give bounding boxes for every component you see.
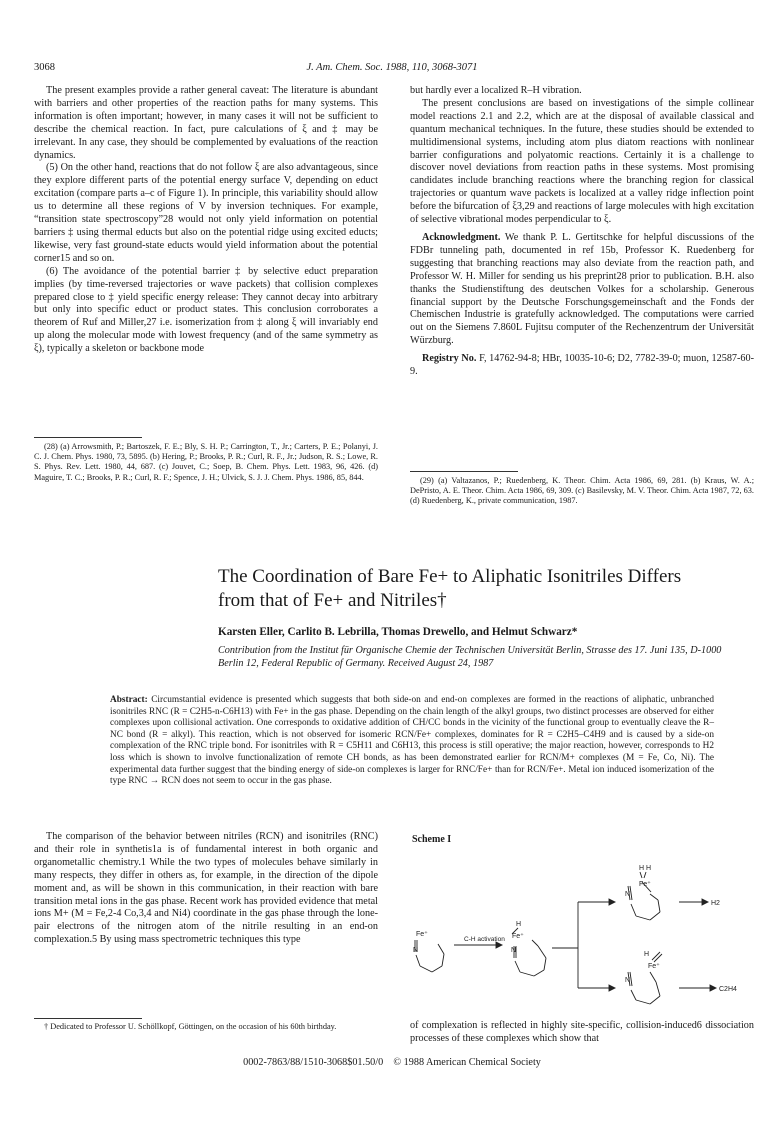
authors: Karsten Eller, Carlito B. Lebrilla, Thomas Drewello, and Helmut Schwarz*: [218, 626, 578, 638]
scheme-diagram: [404, 848, 754, 1008]
paragraph: (5) On the other hand, reactions that do not follow ξ are also advantageous, since they explore different parts of the potential energy surface V, depending on educt excitation (compare parts a–c of Figure 1). In principle, this variability should allow us to determine all these regions of V by inversion techniques. For example, “transition state spectroscopy”28 would not only yield information on potential barriers ‡ using thermal educts but also on the potential ridge using excited educts; likewise, very fast ground-state educts would yield information about the potential corner15 and so on.: [34, 162, 378, 264]
paragraph: but hardly ever a localized R–H vibration.: [410, 85, 582, 96]
article-title: [218, 565, 758, 613]
previous-article-right-column: [410, 85, 754, 379]
acknowledgment: [410, 232, 754, 348]
footnote-rule: [34, 437, 142, 438]
article-title-line-1: The Coordination of Bare Fe+ to Aliphatic Isonitriles Differs: [218, 566, 682, 587]
fe-ion-label: Fe⁺: [416, 931, 428, 938]
paragraph: (6) The avoidance of the potential barrier ‡ by selective educt preparation implies (by time-reversed trajectories or wave packets) that collision complexes prepared close to ‡ yield specific energy release: They cannot decay into arbitrary but only into specific educt or product states. This conclusion corroborates a theorem of Ruf and Miller,27 i.e. isomerization from ‡ along ξ will invariably end up along the molecular mode with lowest frequency (and of the same symmetry as ξ), typically a skeleton or backbone mode: [34, 265, 378, 355]
fe-ion-label: Fe⁺: [512, 933, 524, 940]
paragraph: The present examples provide a rather general caveat: The literature is abundant with barriers and other properties of the reaction paths for many systems. This information is often important; however, in many cases it will not be sufficient to describe the chemical reaction. In fact, pure calculations of ξ and ‡ may be irrelevant. In any case, they should be complemented by evaluations of the reaction dynamics.: [34, 85, 378, 161]
atom-label-h: H: [516, 921, 522, 928]
registry-text: F, 14762-94-8; HBr, 10035-10-6; D2, 7782-39-0; muon, 12587-60-9.: [410, 353, 755, 378]
journal-header: J. Am. Chem. Soc. 1988, 110, 3068-3071: [306, 62, 478, 73]
registry-numbers: [410, 353, 754, 379]
footnote-28: (28) (a) Arrowsmith, P.; Bartoszek, F. E.; Bly, S. H. P.; Carrington, T., Jr.; Carters, P. E.; Polanyi, J. C. J. Chem. Phys. 1980, 73, 5895. (b) Hering, P.; Brooks, P. R.; Curl, R. F., Jr.; Judson, R. S.; Lowe, R. S. Phys. Rev. Lett. 1980, 44, 687. (c) Jouvet, C.; Soep, B. Chem. Phys. Lett. 1983, 96, 426. (d) Maguire, T. C.; Brooks, P. R.; Curl, R. F.; Spence, J. H.; Ulvick, S. J. J. Chem. Phys. 1986, 85, 844.: [34, 442, 378, 482]
fe-ion-label: Fe⁺: [639, 881, 651, 888]
fe-ion-label: Fe⁺: [648, 963, 660, 970]
scheme-label: Scheme I: [412, 834, 452, 845]
atom-label-n: N: [511, 947, 517, 954]
article-code: 0002-7863/88/1510-3068$01.50/0: [243, 1057, 384, 1068]
article-body-left: The comparison of the behavior between nitriles (RCN) and isonitriles (RNC) and their role in synthetis1a is of fundamental interest in both organic and organometallic chemistry.1 While the two types of molecules behave similarly in many respects, they differ in others as, for example, in the direction of the dipole moment and, as will be shown in this communication, in their reaction with bare transition metal ions in the gas phase. Recent work has provided evidence that metal ions M+ (M = Fe,2-4 Co,3,4 and Ni4) coordinate in the gas phase through the lone-pair electrons of the nitrogen atom of the nitrile resulting in an end-on complexation.5 By using mass spectrometric techniques this type: [34, 831, 379, 946]
footnote-rule: [410, 471, 518, 472]
dedication-footnote: † Dedicated to Professor U. Schöllkopf, Göttingen, on the occasion of his 60th birthday.: [44, 1022, 337, 1031]
article-body-right: of complexation is reflected in highly site-specific, collision-induced6 dissociation processes of these complexes which show that: [410, 1020, 754, 1044]
abstract-label: Abstract:: [110, 695, 148, 705]
previous-article-left-column: [34, 85, 378, 356]
page-number: 3068: [34, 62, 55, 73]
affiliation: Contribution from the Institut für Organische Chemie der Technischen Universität Berlin, Strasse des 17. Juni 135, D-1000 Berlin 12, Federal Republic of Germany. Received August 24, 1987: [218, 645, 722, 669]
product-c2h4: C2H4: [719, 986, 737, 993]
atom-label-n: N: [625, 891, 631, 898]
paragraph: The present conclusions are based on investigations of the simple collinear model reactions 2.1 and 2.2, which are at the disposal of available classical and quantum mechanical techniques. In the future, these studies should be extended to multidimensional systems, including atom plus diatom reactions with nonlinear barrier configurations and polyatomic reactions. Certainly it is a challenge to discover novel deviations from reaction paths in these systems. Most promising candidates include branching reactions where the branching region for classical trajectories or quantum wave packets is localized at a valley ridge inflection point before the bifurcation of ξ3,29 and reactions of large molecules with high excitation of selective vibrational modes perpendicular to ξ.: [410, 97, 754, 226]
footnote-29: (29) (a) Valtazanos, P.; Ruedenberg, K. Theor. Chim. Acta 1986, 69, 281. (b) Kraus, W. A.; DePristo, A. E. Theor. Chim. Acta 1986, 69, 309. (c) Basilevsky, M. V. Theor. Chim. Acta 1987, 72, 63. (d) Ruedenberg, K., private communication, 1987.: [410, 476, 754, 506]
atom-label-n: N: [625, 977, 631, 984]
atom-label-n: N: [413, 947, 419, 954]
abstract: [110, 695, 714, 788]
footnote-rule: [34, 1018, 142, 1019]
atom-label-h: H H: [639, 865, 652, 872]
atom-label-h: H: [644, 951, 650, 958]
acknowledgment-text: We thank P. L. Gertitschke for helpful discussions of the FDBr tunneling path, documented in ref 15b, Professor K. Ruedenberg for suggesting that branching reactions may also deviate from the reaction path, and Professor W. H. Miller for sending us his preprint28 prior to publication. B.H. also thanks the Studienstiftung des deutschen Volkes for a scholarship. Generous financial support by the Deutsche Forschungsgemeinschaft and the Fonds der Chemischen Industrie is gratefully acknowledged. The computations were carried out on the Siemens 7.860L Fujitsu computer of the Rechenzentrum der Universität Würzburg.: [410, 231, 754, 347]
activation-label: C-H activation: [464, 936, 505, 943]
copyright: © 1988 American Chemical Society: [393, 1057, 541, 1068]
product-h2: H2: [711, 900, 720, 907]
registry-label: Registry No.: [422, 353, 477, 365]
article-title-line-2: from that of Fe+ and Nitriles†: [218, 590, 447, 611]
abstract-text: Circumstantial evidence is presented which suggests that both side-on and end-on complexes are formed in the reactions of aliphatic, unbranched isonitriles RNC (R = C2H5-n-C6H13) with Fe+ in the gas phase. Depending on the chain length of the alkyl groups, two distinct processes are observed for either complexes upon collisional activation. One corresponds to oxidative addition of CH/CC bonds in the vicinity of the functional group to eventually cleave the R–NC bond (R = alkyl). This reaction, which is not observed for isomeric RCN/Fe+ complexes, dominates for R = C2H5–C4H9 and is caused by a side-on complexation of the RNC triple bond. For isonitriles with R = C5H11 and C6H13, this process is still operative; the major reaction, however, corresponds to H2 loss which is shown to involve functionalization of remote CH bonds, as has been demonstrated earlier for RCN/M+ complexes (M = Fe, Co, Ni). The experimental data further suggest that the binding energy of side-on complexes is larger for RNC/Fe+ than for RCN/Fe+. Metal ion induced isomerization of the type RNC → RCN does not seem to occur in the gas phase.: [110, 695, 714, 787]
acknowledgment-label: Acknowledgment.: [422, 231, 501, 243]
page-footer: [0, 1057, 784, 1068]
